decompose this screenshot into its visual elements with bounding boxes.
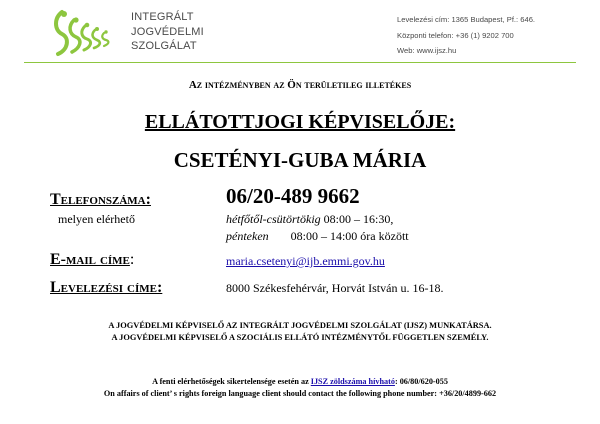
note-line-1: A JOGVÉDELMI KÉPVISELŐ AZ INTEGRÁLT JOGVÉDELMI SZOLGÁLAT (IJSZ) MUNKATÁRSA. (108, 321, 492, 330)
email-label (50, 251, 134, 269)
hours-weekdays-time: 08:00 – 16:30, (323, 212, 394, 226)
postal-address: Levelezési cím: 1365 Budapest, Pf.: 646. (397, 15, 536, 24)
org-line-3: SZOLGÁLAT (131, 40, 197, 52)
hours-weekdays-days: hétfőtől-csütörtökig (226, 212, 321, 226)
letterhead (0, 0, 600, 64)
phone-label: Telefonszáma: (50, 191, 151, 208)
org-contact (397, 12, 535, 59)
footer-line-1-pre: A fenti elérhetőségek sikertelensége esetén az (152, 377, 311, 386)
hours-weekdays (226, 212, 393, 227)
footer-line-2: On affairs of client’ s rights foreign language client should contact the following phone number: +36/20/4899-662 (103, 389, 497, 398)
footer-line-1 (0, 377, 600, 386)
phone-number: 06/20-489 9662 (226, 184, 360, 208)
postal-value: 8000 Székesfehérvár, Horvát István u. 16-18. (226, 281, 444, 295)
postal-label: Levelezési címe: (50, 279, 163, 296)
representative-name: CSETÉNYI-GUBA MÁRIA (173, 148, 427, 172)
footer-line-1-post: : 06/80/620-055 (394, 377, 448, 386)
hours-friday-day: pénteken (226, 229, 269, 243)
email-label-text: E-mail címe (50, 251, 130, 268)
intro-text: Az intézményben az Ön területileg illetékes (188, 79, 412, 91)
central-phone: Központi telefon: +36 (1) 9202 700 (397, 30, 514, 40)
note-line-2: A JOGVÉDELMI KÉPVISELŐ A SZOCIÁLIS ELLÁTÓ INTÉZMÉNYTŐL FÜGGETLEN SZEMÉLY. (111, 333, 489, 342)
green-number-link[interactable]: IJSZ zöldszáma hívható (310, 377, 395, 386)
org-line-2: JOGVÉDELMI (131, 25, 204, 38)
hours-friday (226, 229, 409, 244)
org-line-1: INTEGRÁLT (131, 11, 194, 23)
org-name (131, 10, 204, 54)
header-divider (24, 62, 576, 63)
page-title: ELLÁTOTTJOGI KÉPVISELŐJE: (144, 111, 456, 133)
website: Web: www.ijsz.hu (397, 46, 457, 55)
reach-label: melyen elérhető (58, 212, 135, 226)
hours-friday-time: 08:00 – 14:00 óra között (290, 229, 409, 243)
email-link[interactable]: maria.csetenyi@ijb.emmi.gov.hu (226, 254, 385, 268)
ijsz-logo-icon (52, 8, 124, 58)
email-label-colon: : (129, 251, 135, 268)
